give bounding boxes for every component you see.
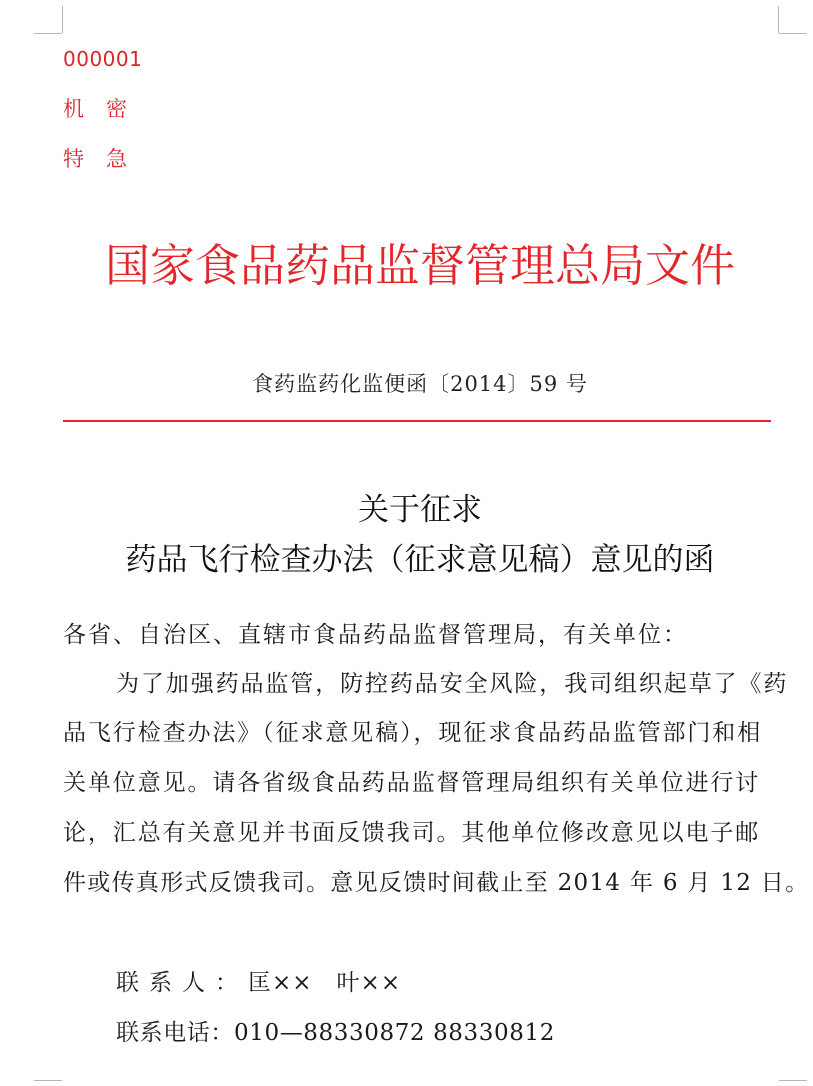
body-line: 为了加强药品监管，防控药品安全风险，我司组织起草了《药 — [116, 671, 789, 697]
classification-label: 机密 — [63, 97, 149, 121]
contact-person-label: 联系人： — [116, 970, 248, 996]
body-line: 关单位意见。请各省级食品药品监督管理局组织有关单位进行讨 — [63, 770, 761, 796]
contact-phone-label: 联系电话： — [116, 1020, 234, 1046]
urgency-label: 特急 — [63, 147, 149, 171]
body-line: 品飞行检查办法》（征求意见稿），现征求食品药品监管部门和相 — [63, 720, 763, 746]
crop-mark — [62, 6, 63, 33]
crop-mark — [779, 33, 807, 34]
crop-mark — [778, 6, 779, 33]
body-line: 论，汇总有关意见并书面反馈我司。其他单位修改意见以电子邮 — [63, 820, 761, 846]
issuing-authority-header: 国家食品药品监督管理总局文件 — [104, 239, 735, 292]
contact-person-names: 匡×× 叶×× — [248, 970, 402, 996]
crop-mark — [34, 1080, 62, 1081]
salutation: 各省、自治区、直辖市食品药品监督管理局，有关单位： — [63, 622, 688, 648]
document-number: 食药监药化监便函〔2014〕59 号 — [252, 372, 588, 396]
body-line: 件或传真形式反馈我司。意见反馈时间截止至 2014 年 6 月 12 日。 — [63, 870, 810, 896]
contact-phone-number: 010—88330872 88330812 — [234, 1020, 555, 1046]
crop-mark — [34, 33, 62, 34]
contact-phone-line — [116, 1018, 555, 1048]
crop-mark — [779, 1080, 807, 1081]
subject-line-2: 药品飞行检查办法（征求意见稿）意见的函 — [125, 542, 715, 578]
serial-number: 000001 — [63, 47, 143, 71]
header-divider — [63, 420, 771, 422]
contact-persons-line — [116, 968, 401, 998]
subject-line-1: 关于征求 — [358, 492, 482, 528]
